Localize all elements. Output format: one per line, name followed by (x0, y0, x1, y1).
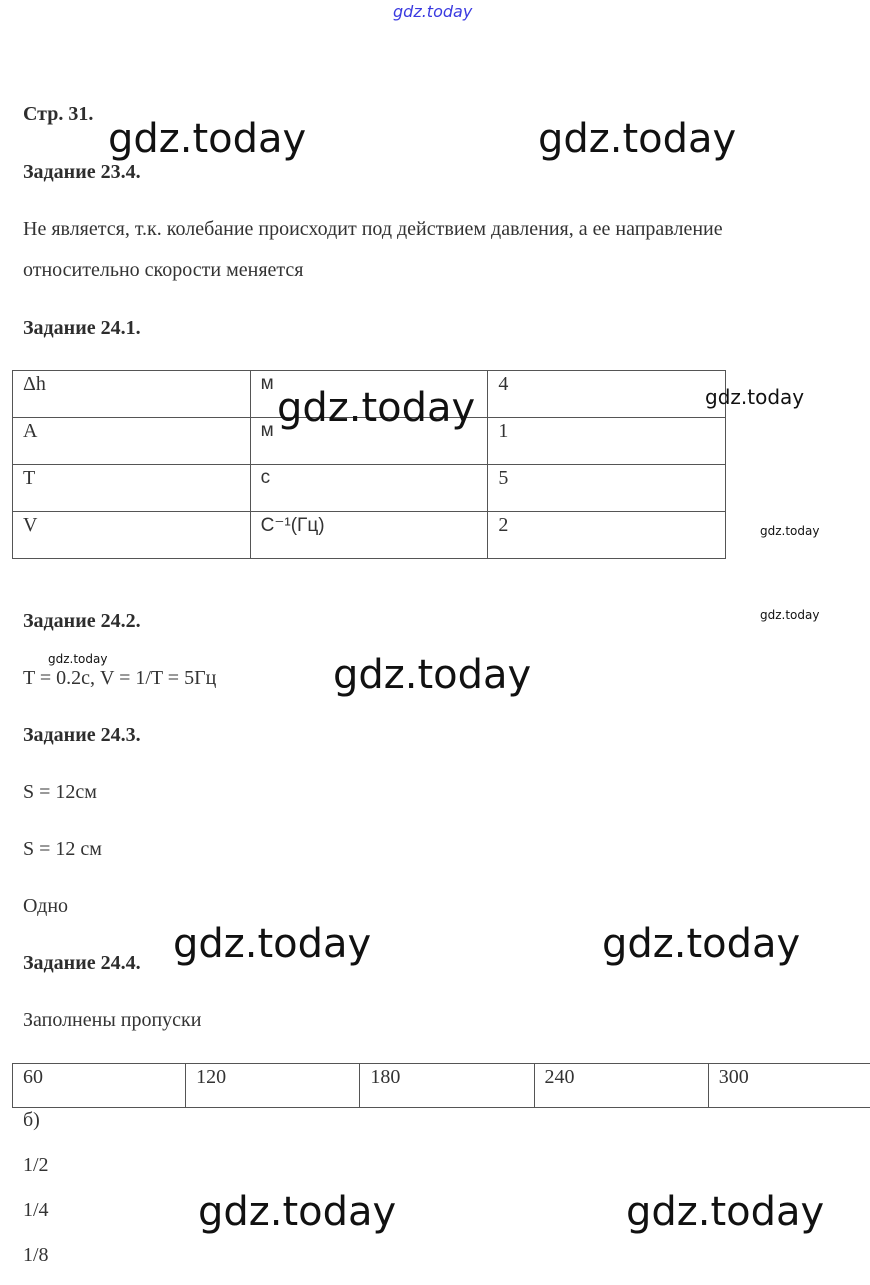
task-24-3-line-3: Одно (23, 895, 69, 917)
table-cell: 300 (708, 1064, 870, 1108)
task-24-3-line-2: S = 12 см (23, 838, 102, 860)
table-cell: м (250, 371, 488, 418)
table-cell: с (250, 465, 488, 512)
watermark: gdz.today (277, 385, 476, 431)
task-23-4-title: Задание 23.4. (23, 161, 141, 183)
table-cell: 2 (488, 512, 726, 559)
table-cell: 1 (488, 418, 726, 465)
table-cell: 180 (360, 1064, 534, 1108)
task-23-4-line-1: Не является, т.к. колебание происходит под действием давления, а ее направление (23, 218, 723, 240)
table-cell: 4 (488, 371, 726, 418)
table-cell: Δh (13, 371, 251, 418)
task-24-2-line: T = 0.2с, V = 1/T = 5Гц (23, 667, 217, 689)
watermark: gdz.today (760, 524, 820, 538)
table-row (13, 465, 726, 512)
task-24-4-after-3: 1/4 (23, 1199, 49, 1221)
watermark-top: gdz.today (393, 2, 473, 21)
task-23-4-line-2: относительно скорости меняется (23, 259, 304, 281)
watermark: gdz.today (198, 1189, 397, 1235)
watermark: gdz.today (626, 1189, 825, 1235)
task-24-1-title: Задание 24.1. (23, 317, 141, 339)
watermark: gdz.today (173, 921, 372, 967)
table-row (13, 512, 726, 559)
page-label: Стр. 31. (23, 103, 94, 125)
table-cell: м (250, 418, 488, 465)
task-24-4-intro: Заполнены пропуски (23, 1009, 202, 1031)
watermark: gdz.today (705, 385, 805, 409)
task-24-4-after-1: б) (23, 1109, 40, 1131)
task-24-4-title: Задание 24.4. (23, 952, 141, 974)
table-cell: 240 (534, 1064, 708, 1108)
table-cell: 120 (186, 1064, 360, 1108)
table-row (13, 1064, 870, 1108)
table-cell: 60 (13, 1064, 186, 1108)
table-cell: A (13, 418, 251, 465)
watermark: gdz.today (333, 652, 532, 698)
task-24-3-line-1: S = 12см (23, 781, 97, 803)
watermark: gdz.today (760, 608, 820, 622)
table-cell: T (13, 465, 251, 512)
table-cell: С⁻¹(Гц) (250, 512, 488, 559)
task-24-4-after-4: 1/8 (23, 1244, 49, 1266)
table-cell: 5 (488, 465, 726, 512)
task-24-3-title: Задание 24.3. (23, 724, 141, 746)
task-24-2-title: Задание 24.2. (23, 610, 141, 632)
task-24-4-after-2: 1/2 (23, 1154, 49, 1176)
watermark: gdz.today (108, 116, 307, 162)
watermark: gdz.today (602, 921, 801, 967)
table-cell: V (13, 512, 251, 559)
watermark: gdz.today (538, 116, 737, 162)
watermark: gdz.today (48, 652, 108, 666)
task-24-4-table (12, 1063, 870, 1108)
